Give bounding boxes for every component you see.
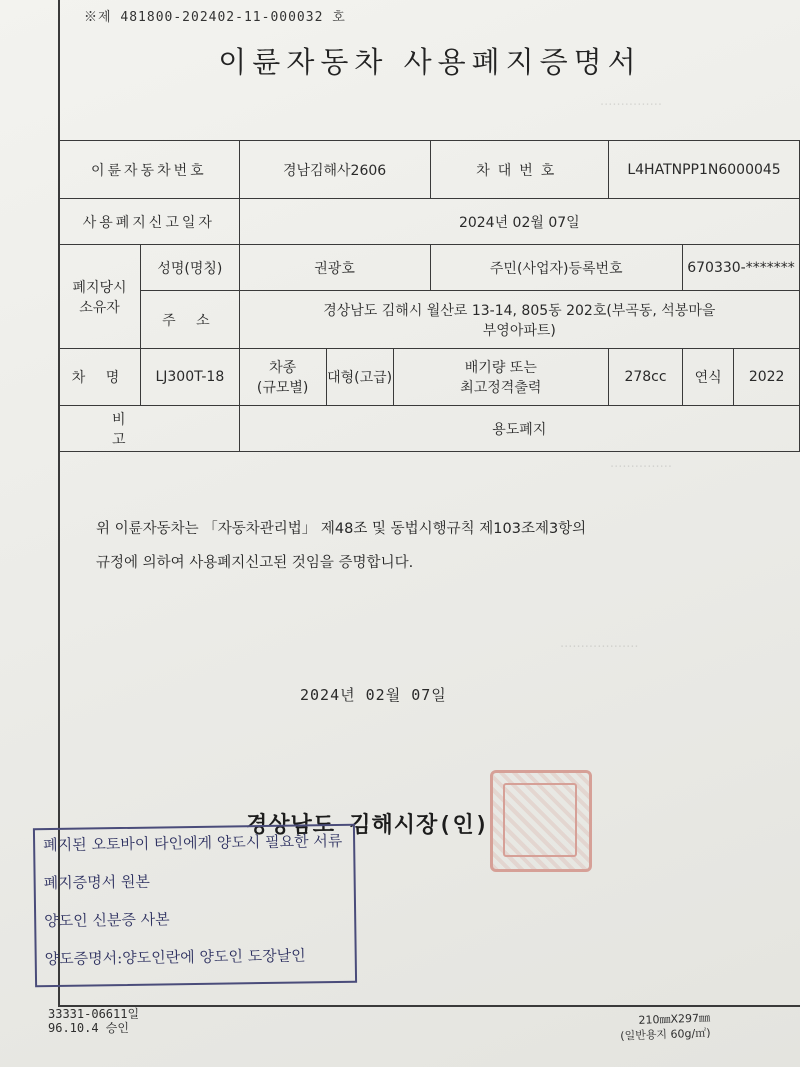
type-label-line2: (규모별) xyxy=(256,380,309,396)
approval-line2: 96.10.4 승인 xyxy=(48,1021,129,1035)
stamp-note-line3: 양도인 신분증 사본 xyxy=(44,910,170,931)
table-row xyxy=(59,245,800,291)
table-row xyxy=(59,199,800,245)
bleed-through-text: ··················· xyxy=(560,640,639,655)
approval-note xyxy=(48,1007,139,1035)
table-row xyxy=(59,141,800,199)
address-value xyxy=(239,291,799,349)
stamp-note-line2: 폐지증명서 원본 xyxy=(43,872,150,893)
year-label: 연식 xyxy=(682,349,733,406)
name-label: 성명(명칭) xyxy=(141,245,240,291)
paper-type: (일반용지 60g/㎡) xyxy=(620,1026,711,1043)
certification-date: 2024년 02월 07일 xyxy=(300,686,447,704)
year-value: 2022 xyxy=(734,349,800,406)
reg-no-label: 이륜자동차번호 xyxy=(59,141,240,199)
displacement-value: 278cc xyxy=(609,349,683,406)
displacement-label-line2: 최고정격출력 xyxy=(460,380,542,396)
report-date-label: 사용폐지신고일자 xyxy=(59,199,240,245)
owner-group-label-line1: 폐지당시 xyxy=(72,279,127,296)
remarks-value: 용도폐지 xyxy=(239,406,799,452)
model-label: 차 명 xyxy=(59,349,141,406)
address-label: 주 소 xyxy=(141,291,240,349)
paper-size: 210㎜X297㎜ xyxy=(638,1011,711,1027)
document-number: ※제 481800-202402-11-000032 호 xyxy=(84,10,346,25)
address-line1: 경상남도 김해시 월산로 13-14, 805동 202호(부곡동, 석봉마을 xyxy=(323,302,716,319)
id-label: 주민(사업자)등록번호 xyxy=(430,245,682,291)
remarks-label: 비 고 xyxy=(59,406,240,452)
bleed-through-text: ··············· xyxy=(600,98,662,113)
type-label xyxy=(239,349,393,406)
displacement-label-line1: 배기량 또는 xyxy=(464,360,537,376)
address-line2: 부영아파트) xyxy=(482,322,556,339)
report-date-value: 2024년 02월 07일 xyxy=(239,199,799,245)
vin-value: L4HATNPP1N6000045 xyxy=(609,141,800,199)
vin-label: 차대번호 xyxy=(430,141,609,199)
official-seal-inner xyxy=(503,783,577,857)
paper-size-note xyxy=(620,1010,711,1043)
table-row xyxy=(59,349,800,406)
type-label-cell xyxy=(240,349,327,405)
type-label-line1: 차종 xyxy=(269,360,297,376)
certification-text xyxy=(96,512,756,580)
certification-line2: 규정에 의하여 사용폐지신고된 것임을 증명합니다. xyxy=(96,555,414,571)
handwritten-stamp-note xyxy=(33,824,357,987)
stamp-note-line1: 폐지된 오토바이 타인에게 양도시 필요한 서류 xyxy=(43,831,343,855)
owner-group-label xyxy=(59,245,141,349)
name-value: 권광호 xyxy=(239,245,430,291)
owner-group-label-line2: 소유자 xyxy=(79,299,120,316)
issuer-name: 경상남도 김해시장(인) xyxy=(246,813,490,838)
table-row xyxy=(59,291,800,349)
approval-line1: 33331-06611일 xyxy=(48,1007,140,1021)
model-value: LJ300T-18 xyxy=(141,349,240,406)
stamp-note-line4: 양도증명서:양도인란에 양도인 도장날인 xyxy=(44,946,306,969)
reg-no-value: 경남김해사2606 xyxy=(239,141,430,199)
certification-line1: 위 이륜자동차는 「자동차관리법」 제48조 및 동법시행규칙 제103조제3항의 xyxy=(96,521,587,537)
bleed-through-text: ··············· xyxy=(610,460,672,475)
table-row xyxy=(59,406,800,452)
official-seal xyxy=(490,770,592,872)
vehicle-info-table xyxy=(58,140,800,452)
id-value: 670330-******* xyxy=(682,245,799,291)
document-title: 이륜자동차 사용폐지증명서 xyxy=(218,45,642,79)
type-value: 대형(고급) xyxy=(327,370,393,386)
displacement-label xyxy=(393,349,609,406)
